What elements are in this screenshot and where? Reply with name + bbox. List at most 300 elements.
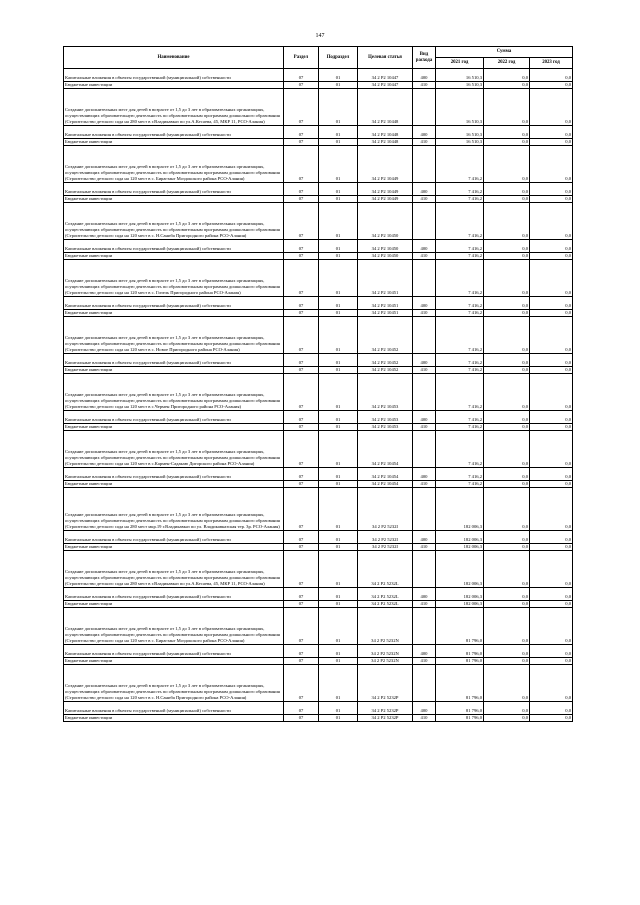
header-year-2023: 2023 год: [530, 58, 573, 69]
row-sum-2021-cell: 7 416,2: [436, 367, 484, 374]
row-sum-2021-cell: 7 416,2: [436, 431, 484, 468]
table-header: [64, 47, 573, 69]
row-sum-2021-cell: 7 416,2: [436, 183, 484, 196]
row-sum-2021-cell: 7 416,2: [436, 411, 484, 424]
row-name-cell: Бюджетные инвестиции: [64, 139, 284, 146]
row-sum-2023-cell: 0,0: [530, 139, 573, 146]
row-sum-2021-cell: 182 006,3: [436, 488, 484, 531]
row-podrazdel-cell: 01: [319, 297, 358, 310]
row-sum-2023-cell: 0,0: [530, 196, 573, 203]
table-row: [64, 645, 573, 658]
row-sum-2021-cell: 182 006,3: [436, 601, 484, 608]
table-row: [64, 551, 573, 588]
table-row: [64, 665, 573, 702]
row-expense-type-cell: 400: [413, 126, 436, 139]
row-expense-type-cell: 400: [413, 183, 436, 196]
row-name-cell: Бюджетные инвестиции: [64, 424, 284, 431]
row-expense-type-cell: 400: [413, 297, 436, 310]
page-number: 147: [315, 33, 325, 39]
row-name-cell: Создание дополнительных мест для детей в возрасте от 1,5 до 3 лет в образовательных организациях, осуществляющих образовательную деятельность по образовательным программам дошкольного образования (Строительство детского сада на 280 мест в г.Владикавказ по ул.А.Кесаева, 45, МКР 11, РСО-Алания): [64, 89, 284, 126]
row-podrazdel-cell: 01: [319, 317, 358, 354]
row-sum-2022-cell: 0,0: [484, 317, 530, 354]
row-sum-2023-cell: 0,0: [530, 89, 573, 126]
row-name-cell: Бюджетные инвестиции: [64, 82, 284, 89]
table-row: [64, 481, 573, 488]
row-sum-2022-cell: 0,0: [484, 468, 530, 481]
row-sum-2021-cell: 7 416,2: [436, 203, 484, 240]
row-name-cell: Бюджетные инвестиции: [64, 367, 284, 374]
row-sum-2022-cell: 0,0: [484, 551, 530, 588]
row-name-cell: Создание дополнительных мест для детей в возрасте от 1,5 до 3 лет в образовательных организациях, осуществляющих образовательную деятельность по образовательным программам дошкольного образования (Строительство детского сада на 120 мест в с.Чермен Пригородного района РСО-Алания): [64, 374, 284, 411]
row-sum-2022-cell: 0,0: [484, 297, 530, 310]
row-sum-2022-cell: 0,0: [484, 658, 530, 665]
table-row: [64, 69, 573, 82]
row-sum-2022-cell: 0,0: [484, 665, 530, 702]
table-row: [64, 658, 573, 665]
row-podrazdel-cell: 01: [319, 431, 358, 468]
row-target-article-cell: 34 2 P2 10448: [358, 89, 413, 126]
row-name-cell: Капитальные вложения в объекты государственной (муниципальной) собственности: [64, 183, 284, 196]
row-expense-type-cell: [413, 146, 436, 183]
row-target-article-cell: 34 2 P2 5232I: [358, 544, 413, 551]
row-podrazdel-cell: 01: [319, 468, 358, 481]
row-sum-2023-cell: 0,0: [530, 645, 573, 658]
row-podrazdel-cell: 01: [319, 240, 358, 253]
row-razdel-cell: 07: [284, 658, 319, 665]
table-row: [64, 588, 573, 601]
row-sum-2022-cell: 0,0: [484, 310, 530, 317]
row-target-article-cell: 34 2 P2 10448: [358, 126, 413, 139]
row-expense-type-cell: [413, 317, 436, 354]
table-row: [64, 354, 573, 367]
row-razdel-cell: 07: [284, 702, 319, 715]
row-podrazdel-cell: 01: [319, 665, 358, 702]
row-target-article-cell: 34 2 P2 5232P: [358, 665, 413, 702]
table-row: [64, 310, 573, 317]
row-sum-2021-cell: 7 416,2: [436, 468, 484, 481]
table-row: [64, 424, 573, 431]
row-name-cell: Капитальные вложения в объекты государственной (муниципальной) собственности: [64, 702, 284, 715]
row-expense-type-cell: 400: [413, 588, 436, 601]
table-row: [64, 488, 573, 531]
row-sum-2021-cell: 16 510,3: [436, 69, 484, 82]
row-podrazdel-cell: 01: [319, 481, 358, 488]
row-expense-type-cell: 410: [413, 196, 436, 203]
row-sum-2022-cell: 0,0: [484, 354, 530, 367]
row-sum-2023-cell: 0,0: [530, 431, 573, 468]
row-target-article-cell: 34 2 P2 10451: [358, 297, 413, 310]
row-expense-type-cell: 410: [413, 658, 436, 665]
row-sum-2021-cell: 81 796,0: [436, 608, 484, 645]
row-expense-type-cell: 400: [413, 354, 436, 367]
row-razdel-cell: 07: [284, 69, 319, 82]
row-sum-2021-cell: 7 416,2: [436, 374, 484, 411]
row-sum-2021-cell: 182 006,3: [436, 588, 484, 601]
row-name-cell: Создание дополнительных мест для детей в возрасте от 1,5 до 3 лет в образовательных организациях, осуществляющих образовательную деятельность по образовательным программам дошкольного образования (Строительство детского сада на 120 мест в с. Н.Саниба Пригородного района РСО-Алания): [64, 203, 284, 240]
table-row: [64, 89, 573, 126]
row-target-article-cell: 34 2 P2 10450: [358, 253, 413, 260]
row-name-cell: Бюджетные инвестиции: [64, 253, 284, 260]
row-sum-2021-cell: 182 006,3: [436, 551, 484, 588]
table-row: [64, 715, 573, 722]
table-row: [64, 601, 573, 608]
row-razdel-cell: 07: [284, 665, 319, 702]
row-sum-2021-cell: 7 416,2: [436, 354, 484, 367]
row-expense-type-cell: [413, 551, 436, 588]
row-razdel-cell: 07: [284, 146, 319, 183]
row-sum-2023-cell: 0,0: [530, 665, 573, 702]
row-expense-type-cell: [413, 665, 436, 702]
row-sum-2022-cell: 0,0: [484, 183, 530, 196]
budget-table: [63, 46, 573, 722]
row-razdel-cell: 07: [284, 544, 319, 551]
row-sum-2023-cell: 0,0: [530, 317, 573, 354]
row-name-cell: Капитальные вложения в объекты государственной (муниципальной) собственности: [64, 240, 284, 253]
row-podrazdel-cell: 01: [319, 588, 358, 601]
row-target-article-cell: 34 2 P2 10454: [358, 431, 413, 468]
table-row: [64, 82, 573, 89]
row-sum-2023-cell: 0,0: [530, 146, 573, 183]
row-podrazdel-cell: 01: [319, 260, 358, 297]
row-razdel-cell: 07: [284, 481, 319, 488]
row-podrazdel-cell: 01: [319, 645, 358, 658]
row-sum-2023-cell: 0,0: [530, 531, 573, 544]
row-name-cell: Создание дополнительных мест для детей в возрасте от 1,5 до 3 лет в образовательных организациях, осуществляющих образовательную деятельность по образовательным программам дошкольного образования (Строительство детского сада на 280 мест в г.Владикавказ по ул.А.Кесаева, 45, МКР 11, РСО-Алания): [64, 551, 284, 588]
row-razdel-cell: 07: [284, 260, 319, 297]
row-name-cell: Капитальные вложения в объекты государственной (муниципальной) собственности: [64, 411, 284, 424]
row-sum-2023-cell: 0,0: [530, 354, 573, 367]
row-sum-2022-cell: 0,0: [484, 146, 530, 183]
row-expense-type-cell: 410: [413, 544, 436, 551]
row-name-cell: Капитальные вложения в объекты государственной (муниципальной) собственности: [64, 588, 284, 601]
row-target-article-cell: 34 2 P2 5232N: [358, 645, 413, 658]
row-sum-2023-cell: 0,0: [530, 82, 573, 89]
table-row: [64, 139, 573, 146]
header-expense-type: Вид расхода: [413, 47, 436, 69]
row-sum-2022-cell: 0,0: [484, 481, 530, 488]
table-row: [64, 203, 573, 240]
row-sum-2022-cell: 0,0: [484, 715, 530, 722]
row-sum-2023-cell: 0,0: [530, 608, 573, 645]
row-sum-2022-cell: 0,0: [484, 203, 530, 240]
row-name-cell: Бюджетные инвестиции: [64, 715, 284, 722]
header-razdel: Раздел: [284, 47, 319, 69]
row-podrazdel-cell: 01: [319, 82, 358, 89]
row-razdel-cell: 07: [284, 374, 319, 411]
table-row: [64, 253, 573, 260]
header-target-article: Целевая статья: [358, 47, 413, 69]
row-sum-2023-cell: 0,0: [530, 411, 573, 424]
row-razdel-cell: 07: [284, 431, 319, 468]
row-razdel-cell: 07: [284, 468, 319, 481]
header-year-2021: 2021 год: [436, 58, 484, 69]
row-razdel-cell: 07: [284, 645, 319, 658]
table-row: [64, 183, 573, 196]
row-sum-2023-cell: 0,0: [530, 588, 573, 601]
row-podrazdel-cell: 01: [319, 310, 358, 317]
row-razdel-cell: 07: [284, 126, 319, 139]
row-podrazdel-cell: 01: [319, 146, 358, 183]
row-target-article-cell: 34 2 P2 5232L: [358, 551, 413, 588]
header-year-2022: 2022 год: [484, 58, 530, 69]
row-podrazdel-cell: 01: [319, 367, 358, 374]
row-sum-2022-cell: 0,0: [484, 411, 530, 424]
row-sum-2022-cell: 0,0: [484, 240, 530, 253]
row-razdel-cell: 07: [284, 317, 319, 354]
row-razdel-cell: 07: [284, 715, 319, 722]
row-name-cell: Бюджетные инвестиции: [64, 658, 284, 665]
row-target-article-cell: 34 2 P2 10449: [358, 146, 413, 183]
table-body: [64, 69, 573, 722]
row-podrazdel-cell: 01: [319, 354, 358, 367]
row-sum-2022-cell: 0,0: [484, 374, 530, 411]
row-sum-2023-cell: 0,0: [530, 203, 573, 240]
row-expense-type-cell: 410: [413, 481, 436, 488]
row-sum-2021-cell: 81 796,0: [436, 645, 484, 658]
row-sum-2022-cell: 0,0: [484, 260, 530, 297]
row-target-article-cell: 34 2 P2 10448: [358, 139, 413, 146]
row-sum-2021-cell: 7 416,2: [436, 297, 484, 310]
row-expense-type-cell: [413, 203, 436, 240]
row-sum-2021-cell: 16 510,3: [436, 82, 484, 89]
row-podrazdel-cell: 01: [319, 531, 358, 544]
table-row: [64, 608, 573, 645]
row-podrazdel-cell: 01: [319, 424, 358, 431]
row-sum-2021-cell: 81 796,0: [436, 715, 484, 722]
row-name-cell: Бюджетные инвестиции: [64, 544, 284, 551]
row-target-article-cell: 34 2 P2 10451: [358, 310, 413, 317]
row-sum-2023-cell: 0,0: [530, 69, 573, 82]
row-sum-2021-cell: 16 510,3: [436, 89, 484, 126]
row-target-article-cell: 34 2 P2 10451: [358, 260, 413, 297]
row-sum-2023-cell: 0,0: [530, 702, 573, 715]
row-expense-type-cell: [413, 608, 436, 645]
row-expense-type-cell: 410: [413, 139, 436, 146]
header-name: Наименование: [64, 47, 284, 69]
row-name-cell: Создание дополнительных мест для детей в возрасте от 1,5 до 3 лет в образовательных организациях, осуществляющих образовательную деятельность по образовательным программам дошкольного образования (Строительство детского сада на 120 мест в с. Новое Пригородного района РСО-Алания): [64, 317, 284, 354]
row-razdel-cell: 07: [284, 240, 319, 253]
row-name-cell: Капитальные вложения в объекты государственной (муниципальной) собственности: [64, 297, 284, 310]
row-expense-type-cell: [413, 488, 436, 531]
row-razdel-cell: 07: [284, 196, 319, 203]
row-razdel-cell: 07: [284, 82, 319, 89]
row-sum-2022-cell: 0,0: [484, 608, 530, 645]
row-razdel-cell: 07: [284, 139, 319, 146]
row-sum-2023-cell: 0,0: [530, 481, 573, 488]
row-name-cell: Бюджетные инвестиции: [64, 481, 284, 488]
row-sum-2022-cell: 0,0: [484, 645, 530, 658]
row-razdel-cell: 07: [284, 89, 319, 126]
row-target-article-cell: 34 2 P2 10449: [358, 196, 413, 203]
row-expense-type-cell: 400: [413, 240, 436, 253]
table-row: [64, 468, 573, 481]
row-sum-2021-cell: 7 416,2: [436, 481, 484, 488]
row-razdel-cell: 07: [284, 203, 319, 240]
row-sum-2023-cell: 0,0: [530, 183, 573, 196]
row-expense-type-cell: [413, 260, 436, 297]
row-sum-2022-cell: 0,0: [484, 488, 530, 531]
row-name-cell: Капитальные вложения в объекты государственной (муниципальной) собственности: [64, 468, 284, 481]
row-expense-type-cell: 400: [413, 411, 436, 424]
table-row: [64, 367, 573, 374]
row-sum-2022-cell: 0,0: [484, 89, 530, 126]
row-sum-2022-cell: 0,0: [484, 424, 530, 431]
row-target-article-cell: 34 2 P2 10450: [358, 203, 413, 240]
row-podrazdel-cell: 01: [319, 544, 358, 551]
row-sum-2023-cell: 0,0: [530, 715, 573, 722]
row-podrazdel-cell: 01: [319, 658, 358, 665]
row-podrazdel-cell: 01: [319, 551, 358, 588]
table-row: [64, 297, 573, 310]
row-expense-type-cell: [413, 374, 436, 411]
row-podrazdel-cell: 01: [319, 203, 358, 240]
row-expense-type-cell: 410: [413, 601, 436, 608]
row-sum-2022-cell: 0,0: [484, 126, 530, 139]
row-expense-type-cell: 410: [413, 253, 436, 260]
row-podrazdel-cell: 01: [319, 608, 358, 645]
row-expense-type-cell: 410: [413, 424, 436, 431]
row-podrazdel-cell: 01: [319, 601, 358, 608]
row-name-cell: Бюджетные инвестиции: [64, 196, 284, 203]
row-razdel-cell: 07: [284, 253, 319, 260]
row-expense-type-cell: [413, 431, 436, 468]
row-razdel-cell: 07: [284, 354, 319, 367]
row-sum-2021-cell: 81 796,0: [436, 665, 484, 702]
table-row: [64, 411, 573, 424]
row-target-article-cell: 34 2 P2 10453: [358, 374, 413, 411]
row-podrazdel-cell: 01: [319, 89, 358, 126]
row-sum-2023-cell: 0,0: [530, 544, 573, 551]
row-sum-2021-cell: 7 416,2: [436, 310, 484, 317]
row-sum-2023-cell: 0,0: [530, 253, 573, 260]
row-sum-2022-cell: 0,0: [484, 139, 530, 146]
table-row: [64, 146, 573, 183]
header-podrazdel: Подраздел: [319, 47, 358, 69]
row-name-cell: Создание дополнительных мест для детей в возрасте от 1,5 до 3 лет в образовательных организациях, осуществляющих образовательную деятельность по образовательным программам дошкольного образования (Строительство детского сада на 280 мест мкр.19 г.Владикавказ по ул. Владикавказская тер. 3р. РСО-Алания): [64, 488, 284, 531]
row-expense-type-cell: [413, 89, 436, 126]
row-target-article-cell: 34 2 P2 5232L: [358, 601, 413, 608]
row-expense-type-cell: 410: [413, 310, 436, 317]
row-sum-2022-cell: 0,0: [484, 82, 530, 89]
row-razdel-cell: 07: [284, 488, 319, 531]
row-razdel-cell: 07: [284, 183, 319, 196]
row-razdel-cell: 07: [284, 367, 319, 374]
row-name-cell: Создание дополнительных мест для детей в возрасте от 1,5 до 3 лет в образовательных организациях, осуществляющих образовательную деятельность по образовательным программам дошкольного образования (Строительство детского сада на 120 мест в с. Н.Саниба Пригородного района РСО-Алания): [64, 665, 284, 702]
row-razdel-cell: 07: [284, 531, 319, 544]
row-target-article-cell: 34 2 P2 10453: [358, 411, 413, 424]
row-target-article-cell: 34 2 P2 10452: [358, 354, 413, 367]
table-row: [64, 431, 573, 468]
row-sum-2023-cell: 0,0: [530, 468, 573, 481]
row-target-article-cell: 34 2 P2 10447: [358, 69, 413, 82]
header-sum: Сумма: [436, 47, 573, 58]
row-expense-type-cell: 400: [413, 645, 436, 658]
table-row: [64, 240, 573, 253]
row-sum-2022-cell: 0,0: [484, 367, 530, 374]
row-sum-2022-cell: 0,0: [484, 531, 530, 544]
row-razdel-cell: 07: [284, 297, 319, 310]
row-sum-2022-cell: 0,0: [484, 69, 530, 82]
row-podrazdel-cell: 01: [319, 196, 358, 203]
row-expense-type-cell: 400: [413, 531, 436, 544]
row-razdel-cell: 07: [284, 608, 319, 645]
row-sum-2022-cell: 0,0: [484, 196, 530, 203]
row-name-cell: Создание дополнительных мест для детей в возрасте от 1,5 до 3 лет в образовательных организациях, осуществляющих образовательную деятельность по образовательным программам дошкольного образования (Строительство детского сада на 120 мест в с. Бирагзанг Моздокского района РСО-Алания): [64, 146, 284, 183]
row-sum-2023-cell: 0,0: [530, 367, 573, 374]
row-sum-2021-cell: 7 416,2: [436, 146, 484, 183]
table-row: [64, 126, 573, 139]
row-target-article-cell: 34 2 P2 10453: [358, 424, 413, 431]
row-sum-2021-cell: 7 416,2: [436, 317, 484, 354]
row-name-cell: Бюджетные инвестиции: [64, 601, 284, 608]
row-sum-2022-cell: 0,0: [484, 544, 530, 551]
row-razdel-cell: 07: [284, 424, 319, 431]
row-name-cell: Капитальные вложения в объекты государственной (муниципальной) собственности: [64, 126, 284, 139]
row-sum-2022-cell: 0,0: [484, 702, 530, 715]
row-sum-2023-cell: 0,0: [530, 297, 573, 310]
table-row: [64, 317, 573, 354]
row-target-article-cell: 34 2 P2 10452: [358, 317, 413, 354]
row-sum-2023-cell: 0,0: [530, 260, 573, 297]
row-podrazdel-cell: 01: [319, 183, 358, 196]
row-sum-2022-cell: 0,0: [484, 253, 530, 260]
row-expense-type-cell: 400: [413, 468, 436, 481]
row-target-article-cell: 34 2 P2 5232P: [358, 702, 413, 715]
row-target-article-cell: 34 2 P2 10452: [358, 367, 413, 374]
row-sum-2021-cell: 7 416,2: [436, 424, 484, 431]
row-podrazdel-cell: 01: [319, 702, 358, 715]
table-row: [64, 374, 573, 411]
row-expense-type-cell: 400: [413, 69, 436, 82]
row-sum-2023-cell: 0,0: [530, 658, 573, 665]
row-podrazdel-cell: 01: [319, 715, 358, 722]
row-sum-2022-cell: 0,0: [484, 588, 530, 601]
row-name-cell: Бюджетные инвестиции: [64, 310, 284, 317]
row-sum-2021-cell: 7 416,2: [436, 240, 484, 253]
row-name-cell: Создание дополнительных мест для детей в возрасте от 1,5 до 3 лет в образовательных организациях, осуществляющих образовательную деятельность по образовательным программам дошкольного образования (Строительство детского сада на 120 мест в с. Гизель Пригородного района РСО-Алания): [64, 260, 284, 297]
row-podrazdel-cell: 01: [319, 374, 358, 411]
row-sum-2023-cell: 0,0: [530, 374, 573, 411]
row-sum-2022-cell: 0,0: [484, 431, 530, 468]
row-sum-2023-cell: 0,0: [530, 424, 573, 431]
row-target-article-cell: 34 2 P2 10450: [358, 240, 413, 253]
row-target-article-cell: 34 2 P2 5232I: [358, 488, 413, 531]
row-target-article-cell: 34 2 P2 10454: [358, 481, 413, 488]
row-podrazdel-cell: 01: [319, 139, 358, 146]
row-expense-type-cell: 400: [413, 702, 436, 715]
row-sum-2021-cell: 7 416,2: [436, 196, 484, 203]
row-razdel-cell: 07: [284, 551, 319, 588]
row-podrazdel-cell: 01: [319, 253, 358, 260]
row-target-article-cell: 34 2 P2 5232N: [358, 658, 413, 665]
row-sum-2023-cell: 0,0: [530, 551, 573, 588]
row-sum-2021-cell: 182 006,3: [436, 531, 484, 544]
row-expense-type-cell: 410: [413, 715, 436, 722]
table-row: [64, 544, 573, 551]
row-sum-2021-cell: 81 796,0: [436, 658, 484, 665]
row-name-cell: Капитальные вложения в объекты государственной (муниципальной) собственности: [64, 354, 284, 367]
row-sum-2023-cell: 0,0: [530, 240, 573, 253]
row-name-cell: Создание дополнительных мест для детей в возрасте от 1,5 до 3 лет в образовательных организациях, осуществляющих образовательную деятельность по образовательным программам дошкольного образования (Строительство детского сада на 120 мест в с.Кармен-Садакаю Дигорского района РСО-Алания): [64, 431, 284, 468]
row-target-article-cell: 34 2 P2 10449: [358, 183, 413, 196]
row-sum-2021-cell: 7 416,2: [436, 260, 484, 297]
row-target-article-cell: 34 2 P2 5232P: [358, 715, 413, 722]
row-sum-2023-cell: 0,0: [530, 601, 573, 608]
row-name-cell: Капитальные вложения в объекты государственной (муниципальной) собственности: [64, 645, 284, 658]
row-expense-type-cell: 410: [413, 367, 436, 374]
row-sum-2021-cell: 81 796,0: [436, 702, 484, 715]
row-podrazdel-cell: 01: [319, 411, 358, 424]
